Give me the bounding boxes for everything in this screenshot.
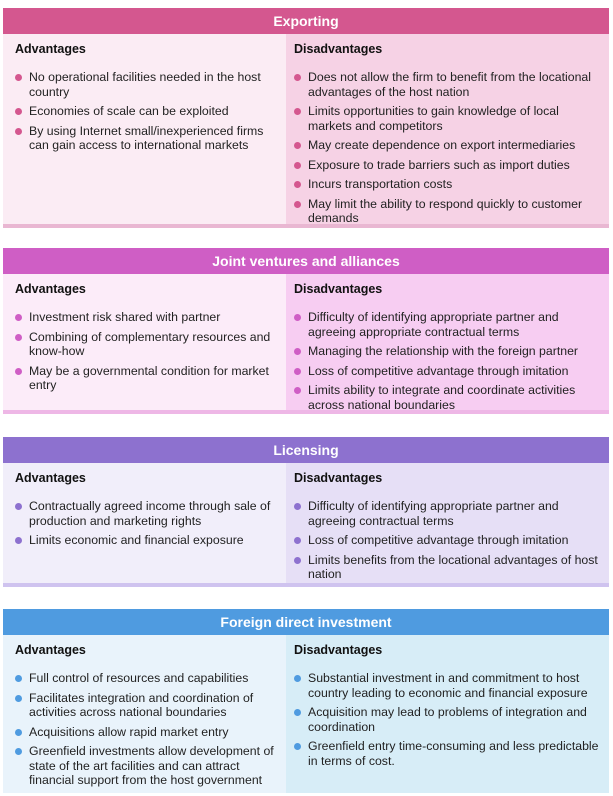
bullet-icon — [15, 334, 22, 341]
list-item-text: Economies of scale can be exploited — [29, 104, 229, 118]
bullet-icon — [294, 537, 301, 544]
list-item — [294, 158, 599, 173]
bullet-icon — [294, 181, 301, 188]
advantages-column — [3, 34, 286, 224]
bullet-icon — [15, 368, 22, 375]
disadvantages-heading: Disadvantages — [294, 42, 383, 56]
list-item — [294, 533, 599, 548]
advantages-list — [15, 499, 276, 548]
list-item-text: Substantial investment in and commitment to host country leading to economic and financial exposure — [308, 671, 588, 700]
list-item-text: May create dependence on export intermediaries — [308, 138, 576, 152]
list-item-text: Investment risk shared with partner — [29, 310, 221, 324]
advantages-list — [15, 671, 276, 788]
list-item-text: Full control of resources and capabilities — [29, 671, 249, 685]
advantages-column — [3, 635, 286, 793]
advantages-heading: Advantages — [15, 42, 86, 56]
list-item — [294, 310, 599, 339]
bullet-icon — [294, 74, 301, 81]
bullet-icon — [294, 314, 301, 321]
list-item — [294, 104, 599, 133]
bullet-icon — [294, 503, 301, 510]
list-item — [15, 671, 276, 686]
list-item-text: Greenfield entry time-consuming and less predictable in terms of cost. — [308, 739, 599, 768]
section-foreign-direct-investment — [3, 609, 609, 793]
list-item-text: Does not allow the firm to benefit from the locational advantages of the host nation — [308, 70, 591, 99]
bullet-icon — [15, 314, 22, 321]
list-item — [294, 705, 599, 734]
list-item — [15, 533, 276, 548]
disadvantages-heading: Disadvantages — [294, 282, 383, 296]
bullet-icon — [294, 387, 301, 394]
list-item — [294, 739, 599, 768]
bullet-icon — [294, 142, 301, 149]
list-item — [294, 197, 599, 226]
list-item — [294, 383, 599, 412]
list-item-text: Acquisition may lead to problems of integration and coordination — [308, 705, 587, 734]
list-item-text: Difficulty of identifying appropriate partner and agreeing contractual terms — [308, 499, 559, 528]
section-title: Exporting — [3, 8, 609, 34]
list-item-text: Loss of competitive advantage through imitation — [308, 533, 569, 547]
bullet-icon — [294, 108, 301, 115]
advantages-list — [15, 310, 276, 393]
advantages-column — [3, 463, 286, 583]
bullet-icon — [15, 503, 22, 510]
list-item-text: By using Internet small/inexperienced firms can gain access to international markets — [29, 123, 264, 152]
list-item — [294, 344, 599, 359]
list-item-text: Limits economic and financial exposure — [29, 533, 244, 547]
disadvantages-column — [286, 34, 609, 224]
disadvantages-heading: Disadvantages — [294, 471, 383, 485]
advantages-list — [15, 70, 276, 153]
list-item-text: Combining of complementary resources and know-how — [29, 329, 271, 358]
disadvantages-list — [294, 70, 599, 226]
list-item-text: Contractually agreed income through sale of production and marketing rights — [29, 499, 271, 528]
list-item-text: Facilitates integration and coordination of activities across national boundaries — [29, 690, 254, 719]
list-item — [15, 744, 276, 788]
bullet-icon — [15, 108, 22, 115]
bullet-icon — [15, 128, 22, 135]
list-item — [294, 499, 599, 528]
list-item-text: Limits benefits from the locational advantages of host nation — [308, 552, 598, 581]
section-exporting — [3, 8, 609, 228]
list-item — [15, 691, 276, 720]
bullet-icon — [294, 201, 301, 208]
list-item-text: Acquisitions allow rapid market entry — [29, 724, 229, 739]
list-item-text: Exposure to trade barriers such as import duties — [308, 157, 570, 172]
disadvantages-column — [286, 463, 609, 583]
list-item — [294, 70, 599, 99]
bullet-icon — [294, 368, 301, 375]
advantages-heading: Advantages — [15, 471, 86, 485]
bullet-icon — [15, 729, 22, 736]
list-item-text: Difficulty of identifying appropriate partner and agreeing appropriate contractual terms — [308, 310, 559, 339]
bullet-icon — [15, 74, 22, 81]
disadvantages-list — [294, 499, 599, 582]
list-item — [15, 124, 276, 153]
section-title: Licensing — [3, 437, 609, 463]
list-item — [15, 725, 276, 740]
section-licensing — [3, 437, 609, 587]
list-item-text: Loss of competitive advantage through imitation — [308, 363, 569, 378]
disadvantages-column — [286, 274, 609, 410]
list-item-text: Limits ability to integrate and coordinate activities across national boundaries — [308, 383, 576, 412]
bullet-icon — [294, 709, 301, 716]
list-item-text: No operational facilities needed in the host country — [29, 70, 261, 99]
list-item-text: May be a governmental condition for market entry — [29, 363, 269, 392]
list-item-text: Incurs transportation costs — [308, 177, 453, 191]
list-item-text: Limits opportunities to gain knowledge of local markets and competitors — [308, 104, 559, 133]
disadvantages-heading: Disadvantages — [294, 643, 383, 657]
section-title: Joint ventures and alliances — [3, 248, 609, 274]
advantages-heading: Advantages — [15, 282, 86, 296]
advantages-heading: Advantages — [15, 643, 86, 657]
bullet-icon — [15, 748, 22, 755]
list-item — [15, 70, 276, 99]
advantages-column — [3, 274, 286, 410]
section-joint-ventures — [3, 248, 609, 414]
section-title: Foreign direct investment — [3, 609, 609, 635]
disadvantages-list — [294, 671, 599, 768]
bullet-icon — [15, 675, 22, 682]
list-item — [15, 104, 276, 119]
bullet-icon — [294, 675, 301, 682]
bullet-icon — [294, 557, 301, 564]
list-item — [294, 553, 599, 582]
bullet-icon — [294, 348, 301, 355]
disadvantages-column — [286, 635, 609, 793]
list-item — [294, 138, 599, 153]
bullet-icon — [294, 162, 301, 169]
list-item — [15, 310, 276, 325]
list-item — [15, 499, 276, 528]
list-item-text: May limit the ability to respond quickly to customer demands — [308, 196, 583, 225]
disadvantages-list — [294, 310, 599, 412]
list-item — [294, 364, 599, 379]
list-item — [294, 177, 599, 192]
list-item-text: Managing the relationship with the foreign partner — [308, 344, 579, 358]
list-item — [294, 671, 599, 700]
bullet-icon — [15, 537, 22, 544]
list-item — [15, 364, 276, 393]
list-item — [15, 330, 276, 359]
list-item-text: Greenfield investments allow development of state of the art facilities and can attract financial support from the host government — [29, 744, 274, 787]
bullet-icon — [15, 695, 22, 702]
bullet-icon — [294, 743, 301, 750]
